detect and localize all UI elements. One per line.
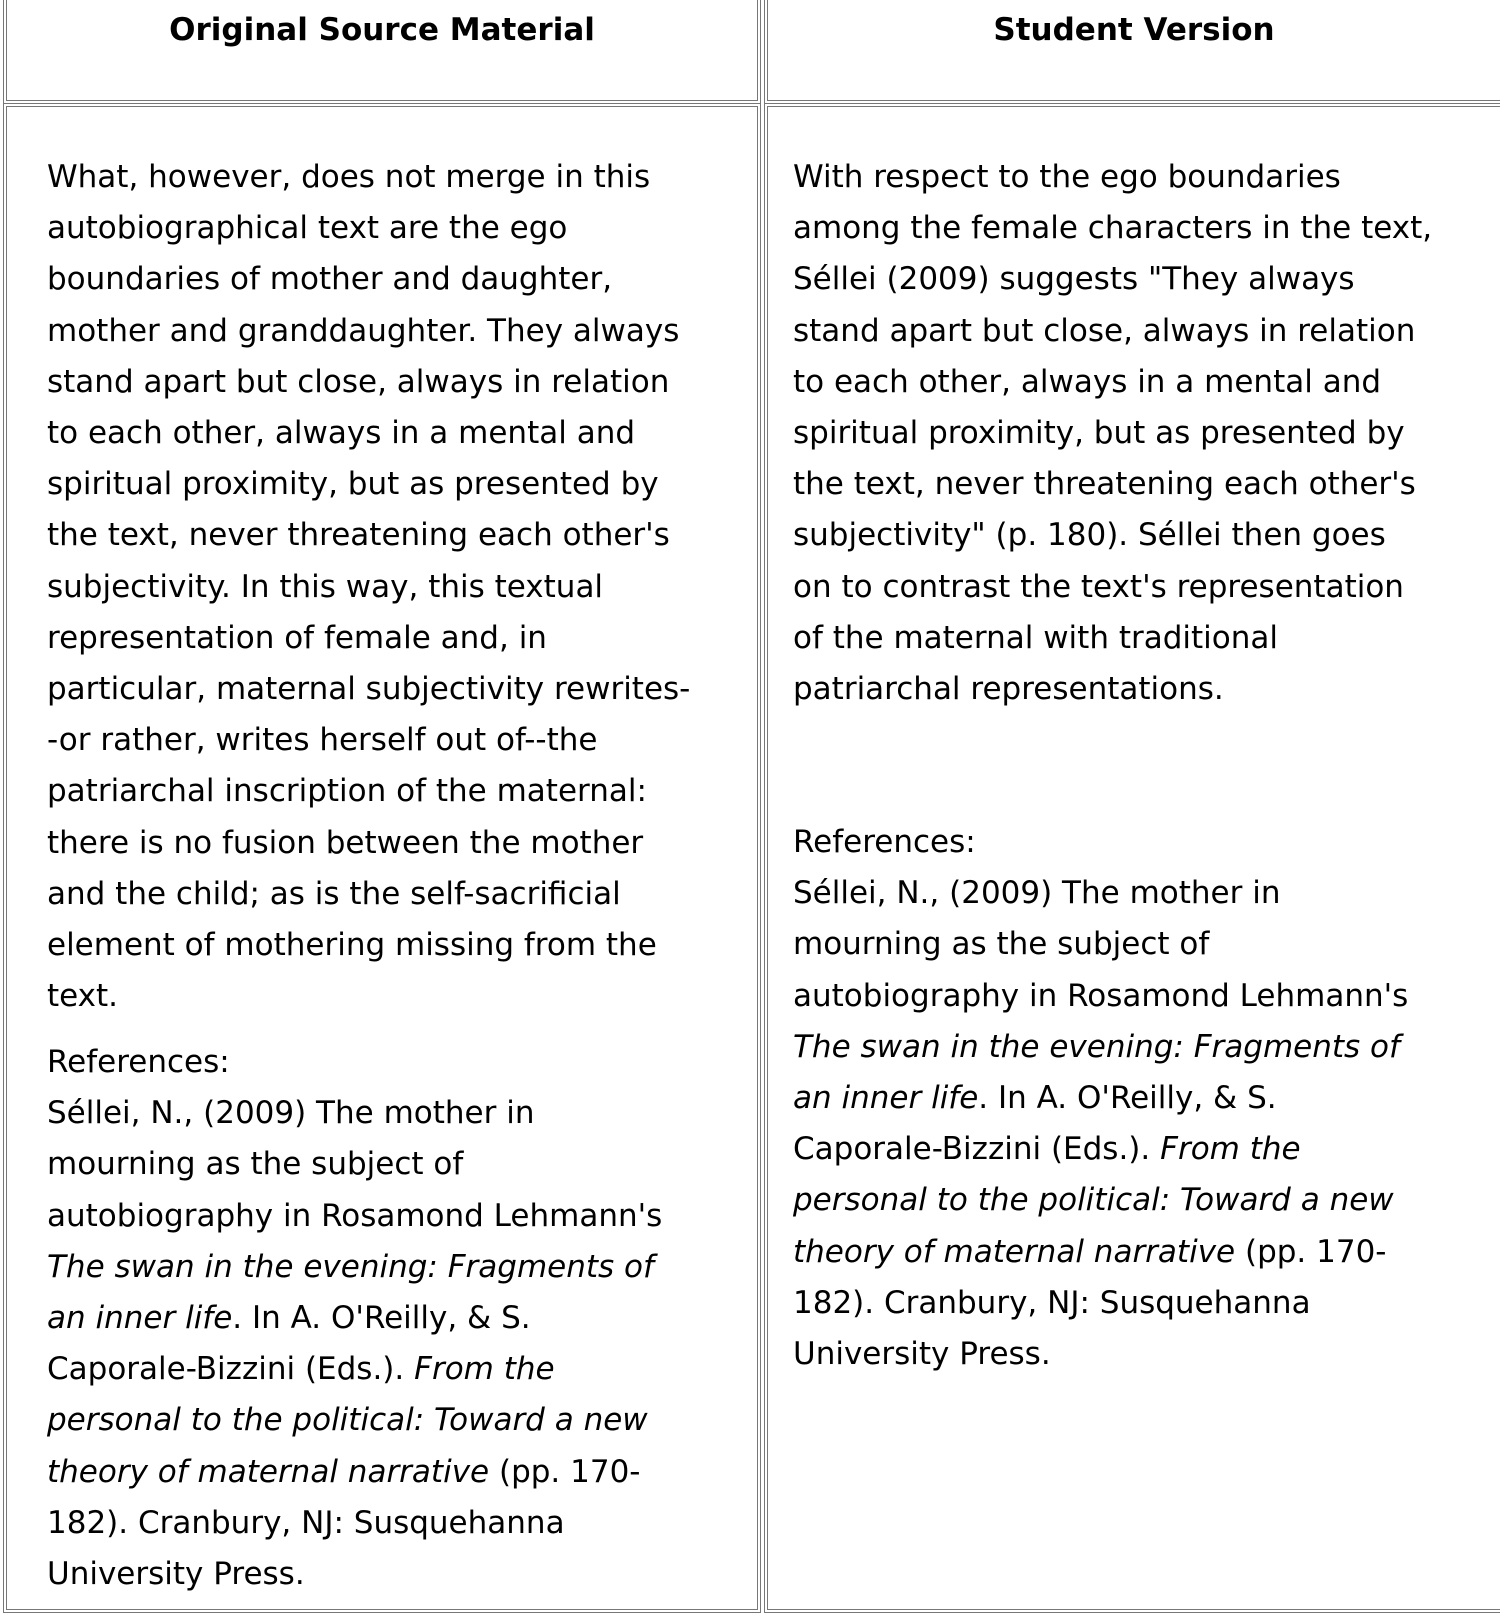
- original-paragraph-line: spiritual proximity, but as presented by: [47, 466, 659, 503]
- student-version-cell: [764, 103, 1500, 1613]
- student-paragraph: [793, 152, 1432, 715]
- original-paragraph-line: patriarchal inscription of the maternal:: [47, 773, 647, 810]
- student-references: [793, 817, 1408, 1380]
- reference-collection-title: personal to the political: Toward a new: [47, 1402, 648, 1439]
- reference-text: Caporale-Bizzini (Eds.).: [793, 1131, 1161, 1168]
- references-label: References:: [793, 824, 976, 860]
- original-paragraph-line: -or rather, writes herself out of--the: [47, 722, 598, 759]
- reference-collection-title: personal to the political: Toward a new: [793, 1182, 1394, 1219]
- references-label: References:: [47, 1044, 230, 1080]
- reference-line: 182). Cranbury, NJ: Susquehanna: [793, 1284, 1311, 1321]
- header-original-label: Original Source Material: [169, 12, 595, 48]
- reference-line: Séllei, N., (2009) The mother in: [793, 875, 1281, 912]
- original-paragraph: [47, 152, 690, 1022]
- reference-text: . In A. O'Reilly, & S.: [232, 1300, 531, 1337]
- student-paragraph-line: subjectivity" (p. 180). Séllei then goes: [793, 517, 1386, 554]
- reference-line: autobiography in Rosamond Lehmann's: [793, 977, 1409, 1014]
- original-paragraph-line: to each other, always in a mental and: [47, 415, 636, 452]
- original-paragraph-line: What, however, does not merge in this: [47, 159, 651, 195]
- reference-line: 182). Cranbury, NJ: Susquehanna: [47, 1504, 565, 1541]
- reference-text: (pp. 170-: [489, 1453, 641, 1490]
- reference-line: University Press.: [47, 1556, 305, 1593]
- reference-book-title: The swan in the evening: Fragments of: [47, 1248, 654, 1285]
- original-source-cell: [3, 103, 761, 1613]
- original-paragraph-line: mother and granddaughter. They always: [47, 312, 680, 349]
- reference-collection-title: theory of maternal narrative: [47, 1453, 490, 1490]
- original-paragraph-line: and the child; as is the self-sacrificial: [47, 875, 621, 912]
- student-paragraph-line: With respect to the ego boundaries: [793, 159, 1341, 195]
- student-paragraph-line: spiritual proximity, but as presented by: [793, 415, 1405, 452]
- original-paragraph-line: subjectivity. In this way, this textual: [47, 568, 604, 605]
- original-paragraph-line: boundaries of mother and daughter,: [47, 261, 613, 298]
- student-paragraph-line: Séllei (2009) suggests "They always: [793, 261, 1355, 298]
- reference-line: [793, 1227, 1408, 1278]
- student-paragraph-line: the text, never threatening each other's: [793, 466, 1416, 503]
- header-original-source: [3, 0, 761, 104]
- reference-line: University Press.: [793, 1336, 1051, 1373]
- reference-line: [47, 1447, 662, 1498]
- reference-text: . In A. O'Reilly, & S.: [978, 1080, 1277, 1117]
- original-paragraph-line: there is no fusion between the mother: [47, 824, 644, 861]
- student-paragraph-line: among the female characters in the text,: [793, 210, 1433, 247]
- original-paragraph-line: stand apart but close, always in relation: [47, 363, 670, 400]
- reference-line: mourning as the subject of: [47, 1146, 464, 1183]
- reference-line: [793, 1073, 1408, 1124]
- reference-line: [47, 1344, 662, 1395]
- reference-book-title: The swan in the evening: Fragments of: [793, 1028, 1400, 1065]
- header-student-label: Student Version: [993, 12, 1275, 48]
- reference-line: Séllei, N., (2009) The mother in: [47, 1095, 535, 1132]
- student-paragraph-line: to each other, always in a mental and: [793, 363, 1382, 400]
- student-paragraph-line: on to contrast the text's representation: [793, 568, 1404, 605]
- original-paragraph-line: text.: [47, 978, 119, 1015]
- original-paragraph-line: particular, maternal subjectivity rewrites-: [47, 671, 691, 708]
- reference-text: Caporale-Bizzini (Eds.).: [47, 1351, 415, 1388]
- original-paragraph-line: representation of female and, in: [47, 619, 547, 656]
- student-paragraph-line: patriarchal representations.: [793, 671, 1224, 708]
- reference-book-title: an inner life: [793, 1080, 979, 1117]
- student-paragraph-line: of the maternal with traditional: [793, 619, 1278, 656]
- student-paragraph-line: stand apart but close, always in relation: [793, 312, 1416, 349]
- reference-collection-title: From the: [414, 1351, 555, 1388]
- header-student-version: [764, 0, 1500, 104]
- reference-line: [793, 1124, 1408, 1175]
- original-paragraph-line: element of mothering missing from the: [47, 927, 657, 964]
- original-references: [47, 1037, 662, 1600]
- original-paragraph-line: the text, never threatening each other's: [47, 517, 670, 554]
- original-paragraph-line: autobiographical text are the ego: [47, 210, 568, 247]
- reference-line: mourning as the subject of: [793, 926, 1210, 963]
- reference-collection-title: From the: [1160, 1131, 1301, 1168]
- reference-line: [47, 1293, 662, 1344]
- reference-book-title: an inner life: [47, 1300, 233, 1337]
- reference-collection-title: theory of maternal narrative: [793, 1233, 1236, 1270]
- reference-line: autobiography in Rosamond Lehmann's: [47, 1197, 663, 1234]
- reference-text: (pp. 170-: [1235, 1233, 1387, 1270]
